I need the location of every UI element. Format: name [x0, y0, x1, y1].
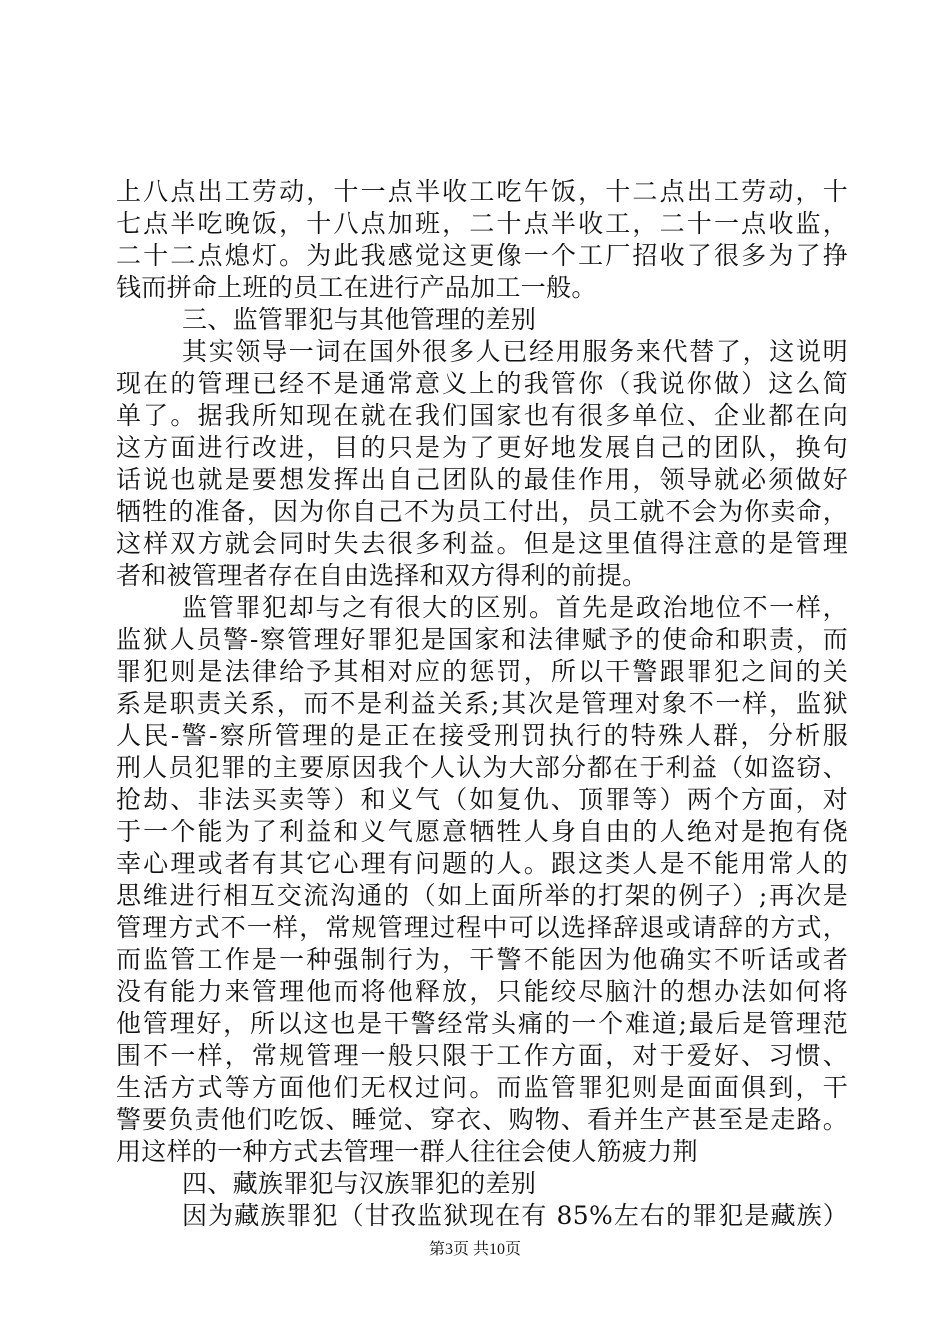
text-line: 幸心理或者有其它心理有问题的人。跟这类人是不能用常人的 [116, 849, 848, 878]
text-line: 监狱人员警-察管理好罪犯是国家和法律赋予的使命和职责，而 [116, 625, 848, 654]
text-line: 警要负责他们吃饭、睡觉、穿衣、购物、看并生产甚至是走路。 [116, 1105, 848, 1134]
text-line: 这样双方就会同时失去很多利益。但是这里值得注意的是管理 [116, 529, 848, 558]
body-text [116, 176, 848, 1232]
text-line: 其实领导一词在国外很多人已经用服务来代替了，这说明 [182, 337, 848, 366]
text-line: 上八点出工劳动，十一点半收工吃午饭，十二点出工劳动，十 [116, 177, 848, 206]
text-line: 于一个能为了利益和义气愿意牺牲人身自由的人绝对是抱有侥 [116, 817, 848, 846]
text-line: 二十二点熄灯。为此我感觉这更像一个工厂招收了很多为了挣 [116, 241, 848, 270]
page-number-footer: 第3页 共10页 [428, 1241, 521, 1258]
text-line: 思维进行相互交流沟通的（如上面所举的打架的例子）;再次是 [116, 881, 848, 910]
text-line: 监管罪犯却与之有很大的区别。首先是政治地位不一样， [182, 593, 848, 622]
text-line: 单了。据我所知现在就在我们国家也有很多单位、企业都在向 [116, 401, 848, 430]
text-line: 这方面进行改进，目的只是为了更好地发展自己的团队，换句 [116, 433, 848, 462]
text-line: 刑人员犯罪的主要原因我个人认为大部分都在于利益（如盗窃、 [116, 753, 848, 782]
section-heading: 四、藏族罪犯与汉族罪犯的差别 [182, 1169, 537, 1198]
text-line: 话说也就是要想发挥出自己团队的最佳作用，领导就必须做好 [116, 465, 848, 494]
text-line: 牺牲的准备，因为你自己不为员工付出，员工就不会为你卖命， [116, 497, 848, 526]
text-line: 系是职责关系，而不是利益关系;其次是管理对象不一样，监狱 [116, 689, 848, 718]
text-line: 而监管工作是一种强制行为，干警不能因为他确实不听话或者 [116, 945, 848, 974]
text-line: 者和被管理者存在自由选择和双方得利的前提。 [116, 561, 648, 590]
text-line: 因为藏族罪犯（甘孜监狱现在有 85%左右的罪犯是藏族） [182, 1201, 848, 1230]
text-line: 罪犯则是法律给予其相对应的惩罚，所以干警跟罪犯之间的关 [116, 657, 848, 686]
text-line: 人民-警-察所管理的是正在接受刑罚执行的特殊人群，分析服 [116, 721, 848, 750]
section-heading: 三、监管罪犯与其他管理的差别 [182, 305, 537, 334]
text-line: 围不一样，常规管理一般只限于工作方面，对于爱好、习惯、 [116, 1041, 848, 1070]
text-line: 抢劫、非法买卖等）和义气（如复仇、顶罪等）两个方面，对 [116, 785, 848, 814]
text-line: 七点半吃晚饭，十八点加班，二十点半收工，二十一点收监， [116, 209, 848, 238]
text-line: 管理方式不一样，常规管理过程中可以选择辞退或请辞的方式， [116, 913, 848, 942]
text-line: 用这样的一种方式去管理一群人往往会使人筋疲力荆 [116, 1137, 698, 1166]
text-line: 生活方式等方面他们无权过问。而监管罪犯则是面面俱到，干 [116, 1073, 848, 1102]
text-line: 现在的管理已经不是通常意义上的我管你（我说你做）这么简 [116, 369, 848, 398]
text-line: 没有能力来管理他而将他释放，只能绞尽脑汁的想办法如何将 [116, 977, 848, 1006]
text-line: 钱而拼命上班的员工在进行产品加工一般。 [116, 273, 597, 302]
text-line: 他管理好，所以这也是干警经常头痛的一个难道;最后是管理范 [116, 1009, 848, 1038]
